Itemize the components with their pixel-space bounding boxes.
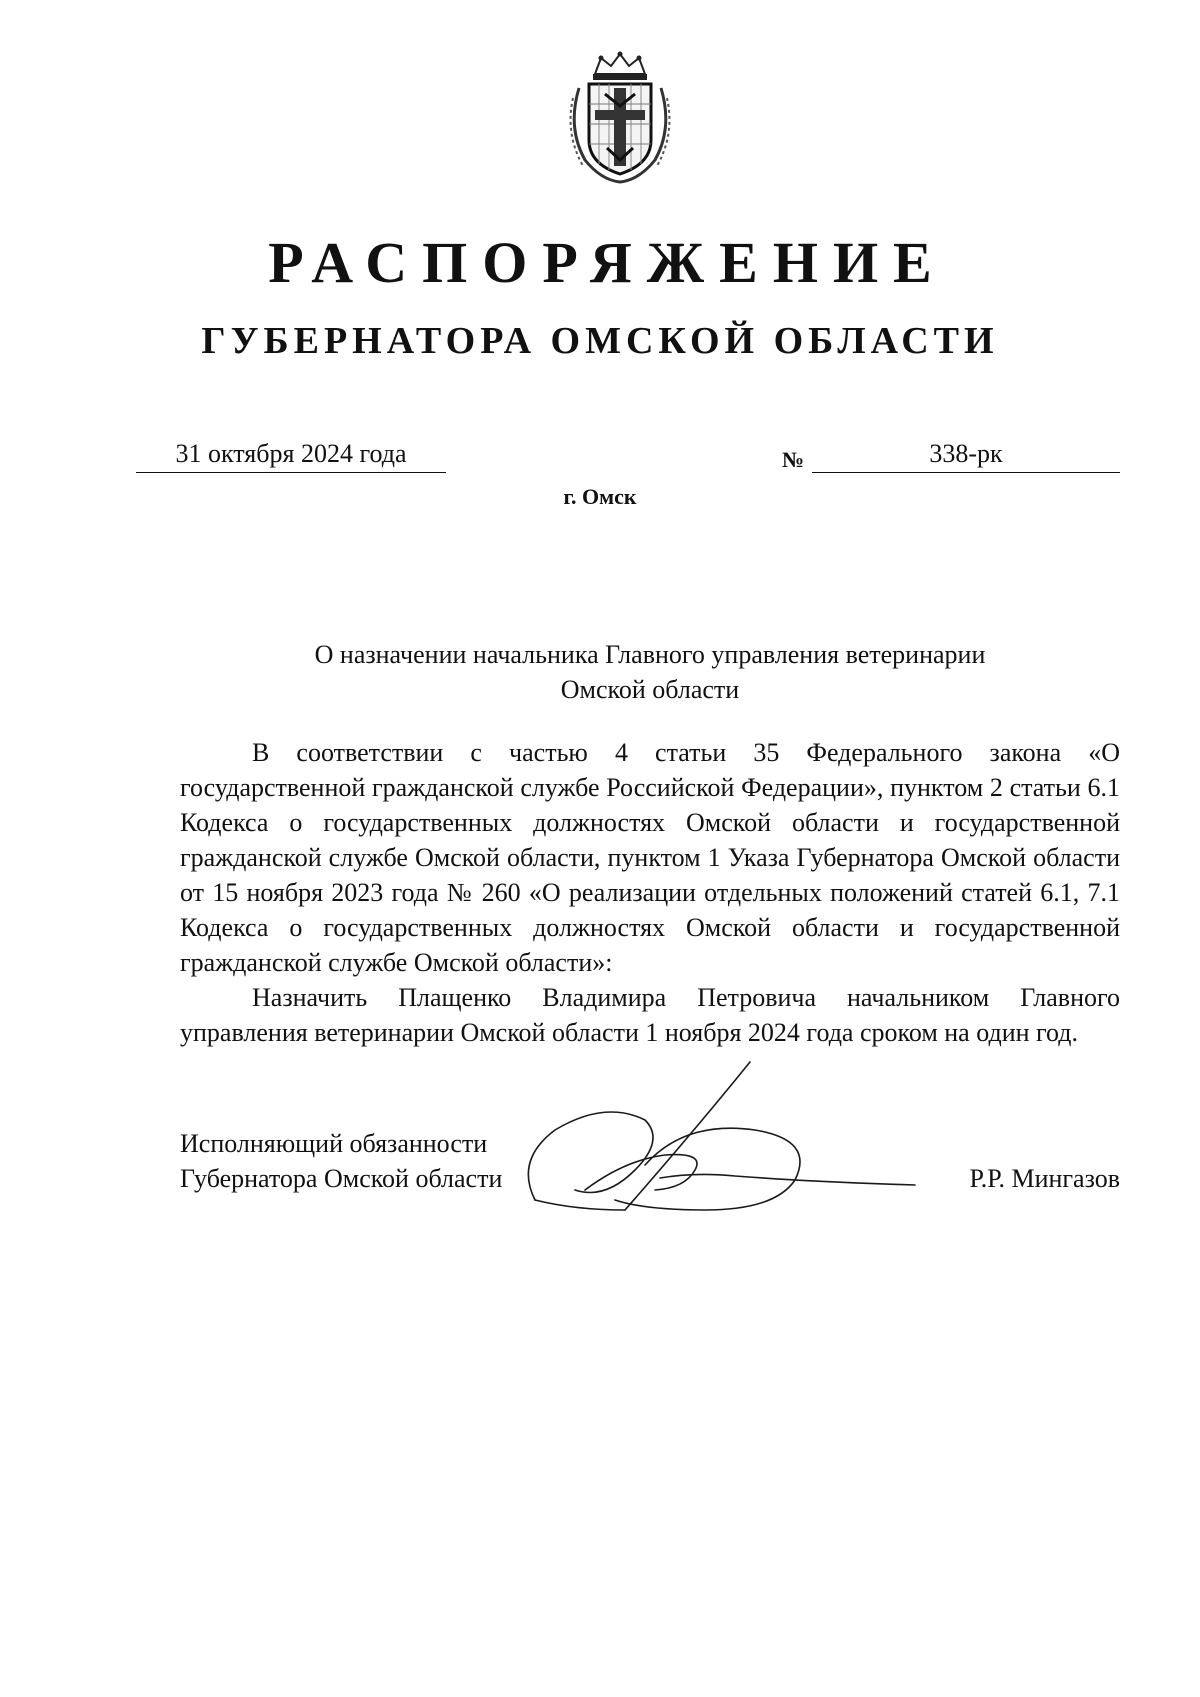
signer-name: Р.Р. Мингазов: [969, 1164, 1120, 1193]
number-sign: №: [782, 447, 805, 472]
document-city: г. Омск: [563, 484, 637, 509]
coat-of-arms-icon: [565, 48, 675, 184]
subject-line-1: О назначении начальника Главного управления ветеринарии: [314, 640, 986, 669]
body-paragraph-appointment: Назначить Плащенко Владимира Петровича начальником Главного управления ветеринарии Омской области 1 ноября 2024 года сроком на один год.: [180, 983, 1120, 1047]
issuer-title: ГУБЕРНАТОРА ОМСКОЙ ОБЛАСТИ: [201, 320, 999, 362]
document-date: 31 октября 2024 года: [136, 438, 446, 473]
document-number: 338-рк: [812, 438, 1120, 473]
document-type-title: РАСПОРЯЖЕНИЕ: [268, 230, 947, 295]
document-subject: [180, 637, 1120, 707]
body-paragraph-legal-basis: В соответствии с частью 4 статьи 35 Федерального закона «О государственной гражданской службе Российской Федерации», пунктом 2 статьи 6.1 Кодекса о государственных должностях Омской области и государственной гражданской службе Омской области, пунктом 1 Указа Губернатора Омской области от 15 ноября 2023 года № 260 «О реализации отдельных положений статей 6.1, 7.1 Кодекса о государственных должностях Омской области и государственной гражданской службе Омской области»:: [180, 738, 1120, 977]
signer-position-line-1: Исполняющий обязанности: [180, 1129, 488, 1158]
signer-position-line-2: Губернатора Омской области: [180, 1164, 503, 1193]
handwritten-signature: [515, 1060, 935, 1260]
subject-line-2: Омской области: [560, 675, 740, 704]
document-body: [180, 735, 1120, 1050]
